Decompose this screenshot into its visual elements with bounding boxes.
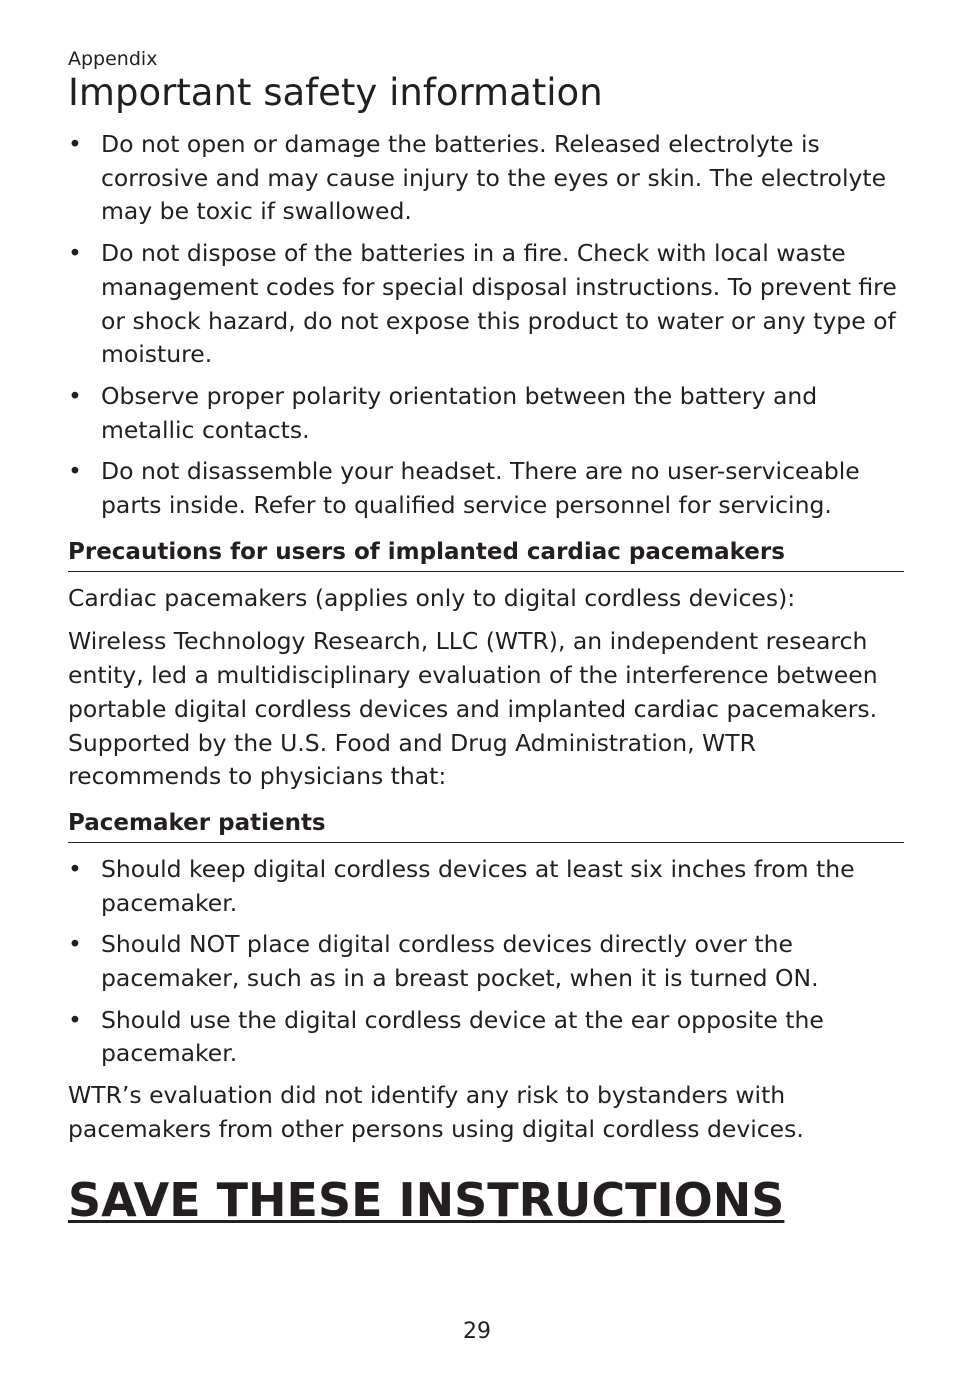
bullet-glyph: • [68, 457, 82, 486]
page-number: 29 [463, 1319, 491, 1344]
save-instructions-title: SAVE THESE INSTRUCTIONS [68, 1172, 785, 1227]
bullet-glyph: • [68, 130, 82, 158]
bullet-glyph: • [68, 854, 82, 883]
list-item-text: Should keep digital cordless devices at least six inches from the pacemaker. [101, 854, 855, 917]
list-item [68, 128, 904, 229]
list-item-text: Should use the digital cordless device at the ear opposite the pacemaker. [101, 1005, 824, 1068]
list-item-text: Should NOT place digital cordless devices directly over the pacemaker, such as in a breast pocket, when it is turned ON. [101, 930, 819, 993]
list-item [68, 455, 904, 522]
bullet-glyph: • [68, 930, 82, 959]
list-item-text: Do not disassemble your headset. There are no user-serviceable parts inside. Refer to qualified service personnel for servicing. [101, 457, 860, 520]
list-item [68, 380, 904, 447]
list-item [68, 928, 904, 995]
pacemaker-precautions-heading: Precautions for users of implanted cardiac pacemakers [68, 537, 904, 572]
list-item [68, 1004, 904, 1071]
bullet-glyph: • [68, 1005, 82, 1034]
list-item [68, 853, 904, 920]
section-kicker: Appendix [68, 48, 158, 70]
document-page [68, 46, 904, 1227]
pacemaker-intro: Cardiac pacemakers (applies only to digital cordless devices): [68, 583, 796, 612]
pacemaker-patients-list [68, 853, 904, 1071]
list-item-text: Observe proper polarity orientation between the battery and metallic contacts. [101, 381, 818, 444]
pacemaker-patients-heading: Pacemaker patients [68, 808, 904, 843]
bullet-glyph: • [68, 239, 82, 268]
page-title: Important safety information [68, 71, 603, 114]
battery-safety-list [68, 128, 904, 523]
list-item-text: Do not open or damage the batteries. Released electrolyte is corrosive and may cause injury to the eyes or skin. The electrolyte may be toxic if swallowed. [101, 130, 887, 226]
wtr-paragraph: Wireless Technology Research, LLC (WTR), an independent research entity, led a multidisciplinary evaluation of the interference between portable digital cordless devices and implanted cardiac pacemakers. Supported by the U.S. Food and Drug Administration, WTR recommends to physicians that: [68, 627, 878, 791]
list-item-text: Do not dispose of the batteries in a fire. Check with local waste management codes for special disposal instructions. To prevent fire or shock hazard, do not expose this product to water or any type of moisture. [101, 239, 897, 369]
bullet-glyph: • [68, 381, 82, 410]
wtr-closing: WTR’s evaluation did not identify any risk to bystanders with pacemakers from other persons using digital cordless devices. [68, 1081, 804, 1143]
list-item [68, 237, 904, 372]
